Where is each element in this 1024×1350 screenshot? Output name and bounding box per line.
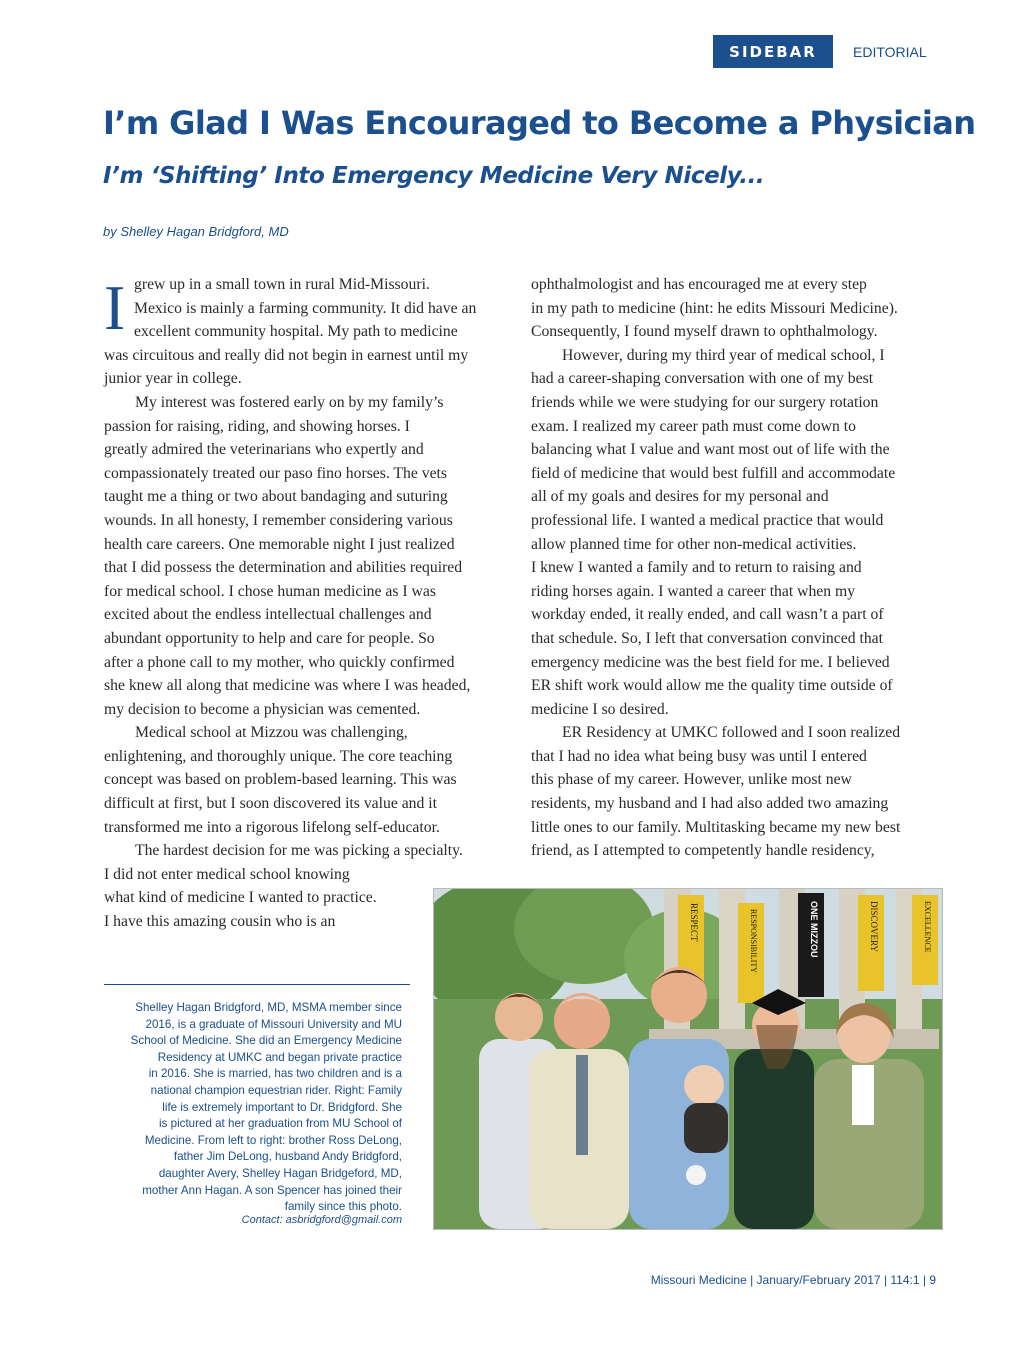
body-line: enlightening, and thoroughly unique. The core teaching (104, 747, 453, 765)
body-line: friend, as I attempted to competently handle residency, (531, 842, 875, 860)
body-line: professional life. I wanted a medical practice that would (531, 511, 884, 529)
right-column (531, 273, 941, 863)
body-line: field of medicine that would best fulfill and accommodate (531, 464, 896, 482)
body-line: junior year in college. (104, 370, 242, 388)
sidebar-tag: SIDEBAR (713, 35, 833, 68)
body-line: The hardest decision for me was picking a specialty. (135, 842, 463, 860)
banner-label: DISCOVERY (869, 901, 879, 953)
photo-caption (104, 1000, 402, 1216)
caption-line: is pictured at her graduation from MU School of (159, 1117, 402, 1131)
body-line: she knew all along that medicine was where I was headed, (104, 677, 471, 695)
banner-label: RESPONSIBILITY (749, 909, 758, 974)
caption-line: 2016, is a graduate of Missouri University and MU (145, 1017, 402, 1031)
body-line: balancing what I value and want most out of life with the (531, 441, 890, 459)
caption-line: family since this photo. (284, 1200, 402, 1214)
body-line: this phase of my career. However, unlike most new (531, 771, 852, 789)
caption-line: Residency at UMKC and began private practice (157, 1050, 402, 1064)
body-line: I have this amazing cousin who is an (104, 913, 336, 931)
body-line: riding horses again. I wanted a career that when my (531, 582, 856, 600)
body-line: after a phone call to my mother, who quickly confirmed (104, 653, 455, 671)
body-line: in my path to medicine (hint: he edits Missouri Medicine). (531, 299, 898, 317)
body-line: ophthalmologist and has encouraged me at every step (531, 276, 867, 293)
body-line: that I had no idea what being busy was until I entered (531, 747, 867, 765)
caption-line: in 2016. She is married, has two children and is a (148, 1067, 402, 1081)
body-line: all of my goals and desires for my personal and (531, 488, 829, 506)
body-line: taught me a thing or two about bandaging and suturing (104, 488, 448, 506)
body-line: that schedule. So, I left that conversation convinced that (531, 629, 883, 647)
body-line: residents, my husband and I had also added two amazing (531, 795, 889, 813)
photo-illustration (434, 889, 942, 1229)
banner-label: ONE MIZZOU (809, 901, 819, 958)
body-line: had a career-shaping conversation with one of my best (531, 370, 874, 388)
body-line: friends while we were studying for our surgery rotation (531, 393, 879, 411)
caption-line: Medicine. From left to right: brother Ross DeLong, (144, 1133, 402, 1147)
caption-line: national champion equestrian rider. Right: Family (150, 1083, 402, 1097)
body-line: that I did possess the determination and abilities required (104, 559, 463, 577)
caption-line: School of Medicine. She did an Emergency Medicine (130, 1034, 402, 1048)
body-line: My interest was fostered early on by my family’s (135, 393, 444, 411)
body-line: allow planned time for other non-medical activities. (531, 535, 857, 553)
body-line: I knew I wanted a family and to return to raising and (531, 559, 862, 577)
body-line: transformed me into a rigorous lifelong self-educator. (104, 818, 440, 836)
body-line: Consequently, I found myself drawn to ophthalmology. (531, 323, 878, 341)
caption-line: mother Ann Hagan. A son Spencer has joined their (142, 1183, 402, 1197)
caption-contact: Contact: asbridgford@gmail.com (241, 1214, 402, 1226)
caption-line: life is extremely important to Dr. Bridgford. She (162, 1100, 402, 1114)
body-line: my decision to become a physician was cemented. (104, 700, 421, 718)
body-line: for medical school. I chose human medicine as I was (104, 582, 436, 600)
body-line: grew up in a small town in rural Mid-Missouri. (134, 276, 430, 293)
body-line: I did not enter medical school knowing (104, 865, 350, 883)
body-line: abundant opportunity to help and care for people. So (104, 629, 435, 647)
body-line: concept was based on problem-based learning. This was (104, 771, 457, 789)
body-line: workday ended, it really ended, and call wasn’t a part of (531, 606, 884, 624)
banner-label: RESPECT (689, 903, 699, 942)
body-line: exam. I realized my career path must come down to (531, 417, 856, 435)
section-label: EDITORIAL (853, 44, 927, 60)
banner-label: EXCELLENCE (923, 901, 932, 953)
body-line: excellent community hospital. My path to medicine (134, 323, 458, 341)
byline: by Shelley Hagan Bridgford, MD (103, 224, 289, 239)
body-line: passion for raising, riding, and showing horses. I (104, 417, 410, 435)
body-line: was circuitous and really did not begin in earnest until my (104, 346, 469, 364)
body-line: Medical school at Mizzou was challenging, (135, 724, 408, 742)
caption-line: daughter Avery, Shelley Hagan Bridgeford, MD, (158, 1166, 402, 1180)
body-line: Mexico is mainly a farming community. It did have an (134, 299, 477, 317)
page-footer: Missouri Medicine | January/February 2017 | 114:1 | 9 (650, 1273, 936, 1287)
body-line: greatly admired the veterinarians who expertly and (104, 441, 424, 459)
body-line: emergency medicine was the best field for me. I believed (531, 653, 890, 671)
body-line: difficult at first, but I soon discovered its value and it (104, 795, 437, 813)
caption-line: father Jim DeLong, husband Andy Bridgford, (173, 1150, 402, 1164)
article-title: I’m Glad I Was Encouraged to Become a Physician (103, 104, 976, 142)
body-line: wounds. In all honesty, I remember considering various (104, 511, 453, 529)
body-line: ER shift work would allow me the quality time outside of (531, 677, 893, 695)
family-graduation-photo (433, 888, 943, 1230)
drop-cap: I (104, 272, 126, 343)
body-line: what kind of medicine I wanted to practice. (104, 889, 377, 907)
body-line: However, during my third year of medical school, I (562, 346, 885, 364)
body-line: medicine I so desired. (531, 700, 669, 718)
caption-line: Shelley Hagan Bridgford, MD, MSMA member since (135, 1001, 402, 1014)
caption-divider (104, 984, 410, 985)
left-column (104, 273, 514, 934)
body-line: ER Residency at UMKC followed and I soon realized (562, 724, 901, 742)
body-line: little ones to our family. Multitasking became my new best (531, 818, 901, 836)
body-line: compassionately treated our paso fino horses. The vets (104, 464, 448, 482)
body-line: health care careers. One memorable night I just realized (104, 535, 455, 553)
article-subtitle: I’m ‘Shifting’ Into Emergency Medicine Very Nicely... (103, 163, 765, 189)
body-line: excited about the endless intellectual challenges and (104, 606, 432, 624)
